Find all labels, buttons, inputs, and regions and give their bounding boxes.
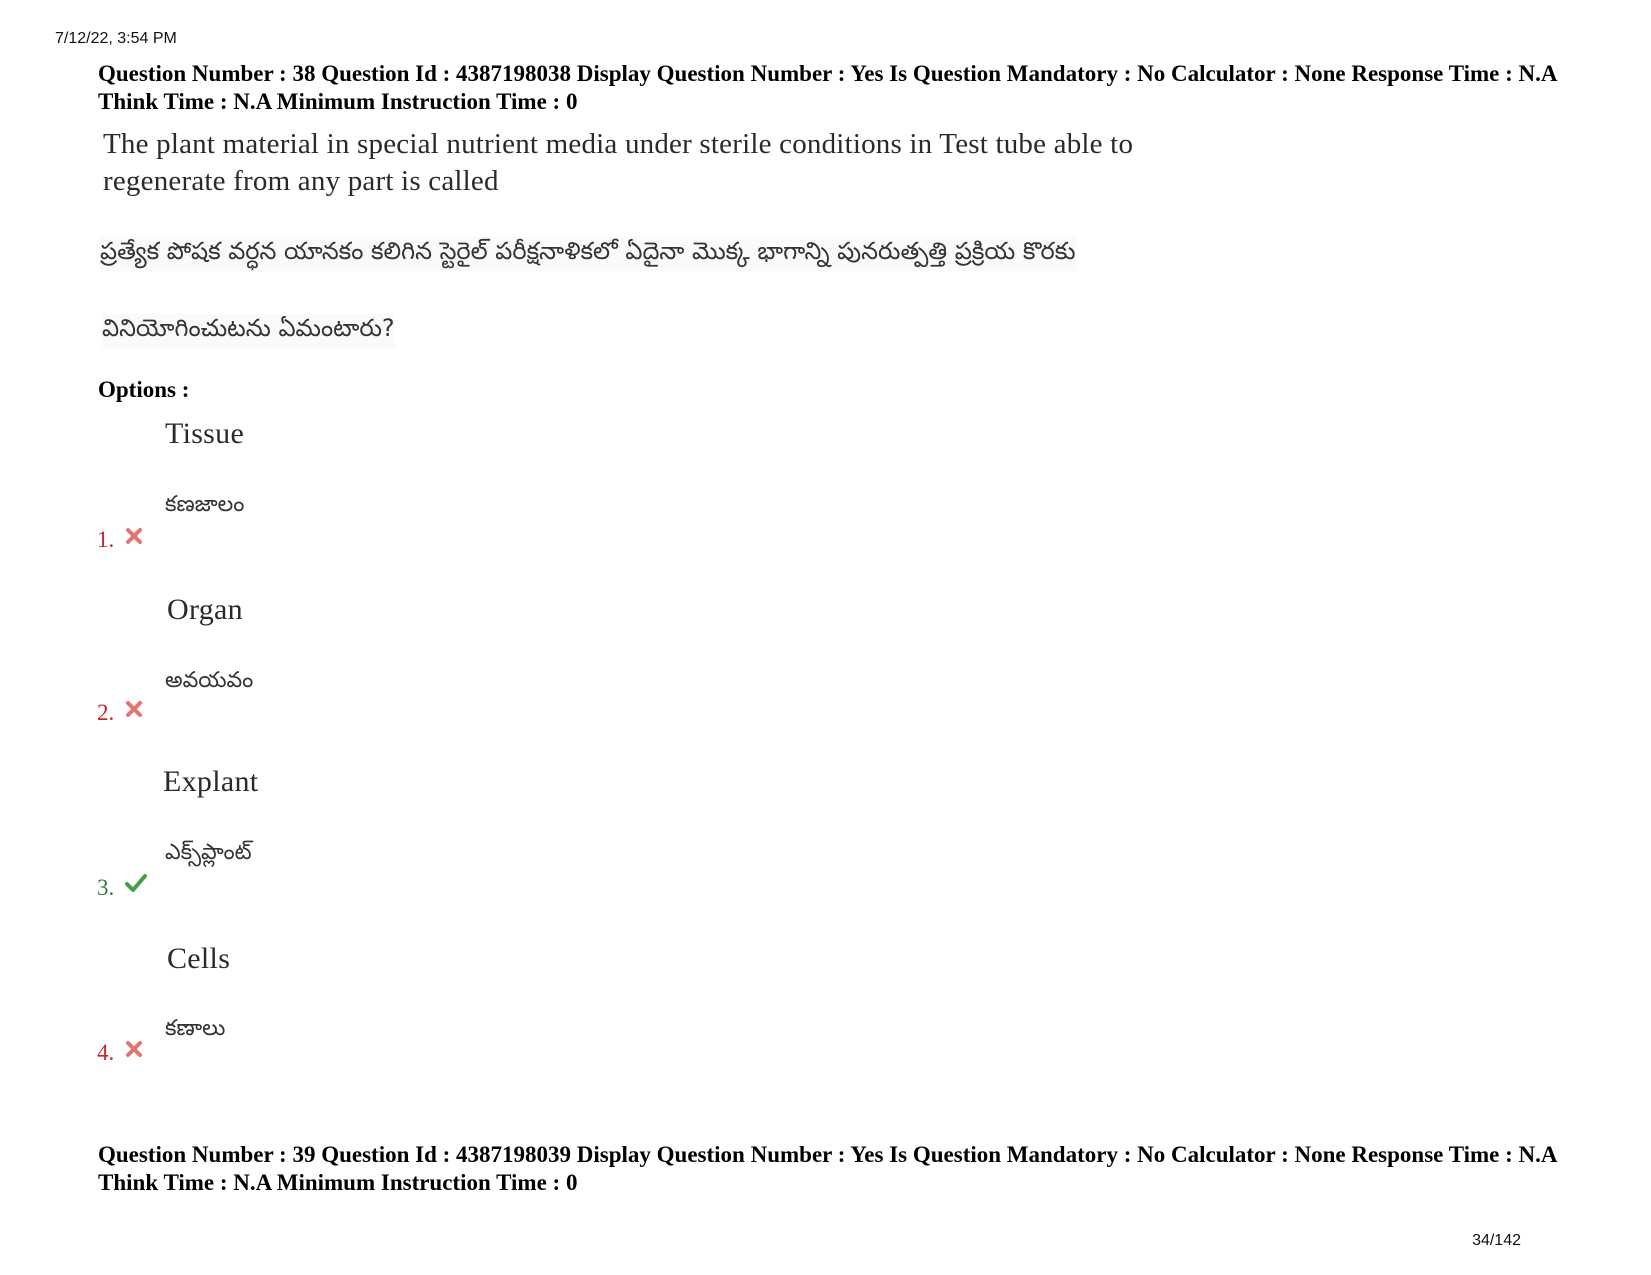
cross-icon [125,1040,143,1058]
option-1-number: 1. [97,527,115,552]
question-38-text-telugu-line2: వినియోగించుటను ఏమంటారు? [102,314,395,348]
option-2-telugu: అవయవం [165,668,254,693]
option-3-telugu: ఎక్స్‌ప్లాంట్ [165,840,252,865]
option-4-english: Cells [167,942,231,975]
option-4-telugu: కణాలు [165,1016,226,1041]
option-1-telugu: కణజాలం [165,492,245,517]
cross-icon [125,700,143,718]
option-3-english: Explant [163,765,259,798]
option-2-number: 2. [97,700,115,725]
print-timestamp: 7/12/22, 3:54 PM [55,30,177,47]
page-number: 34/142 [1472,1232,1521,1249]
check-icon [125,873,147,893]
cross-icon [125,527,143,545]
option-1-english: Tissue [165,417,245,450]
options-label: Options : [98,377,190,402]
option-4-number: 4. [97,1040,115,1065]
question-38-text-telugu-line1: ప్రత్యేక పోషక వర్ధన యానకం కలిగిన స్టెరైల్ పరీక్షనాళికలో ఏదైనా మొక్క భాగాన్ని పునరుత్పత్తి ప్రక్రియ కొరకు [100,237,1076,271]
option-2-english: Organ [167,593,243,626]
question-38-text-english: The plant material in special nutrient media under sterile conditions in Test tube able to regenerate from any part is called [103,128,1134,197]
question-39-header: Question Number : 39 Question Id : 4387198039 Display Question Number : Yes Is Question Mandatory : No Calculator : None Response Time : N.A Think Time : N.A Minimum Instruction Time : 0 [98,1142,1557,1195]
option-3-number: 3. [97,875,115,900]
question-38-header: Question Number : 38 Question Id : 4387198038 Display Question Number : Yes Is Question Mandatory : No Calculator : None Response Time : N.A Think Time : N.A Minimum Instruction Time : 0 [98,61,1557,114]
